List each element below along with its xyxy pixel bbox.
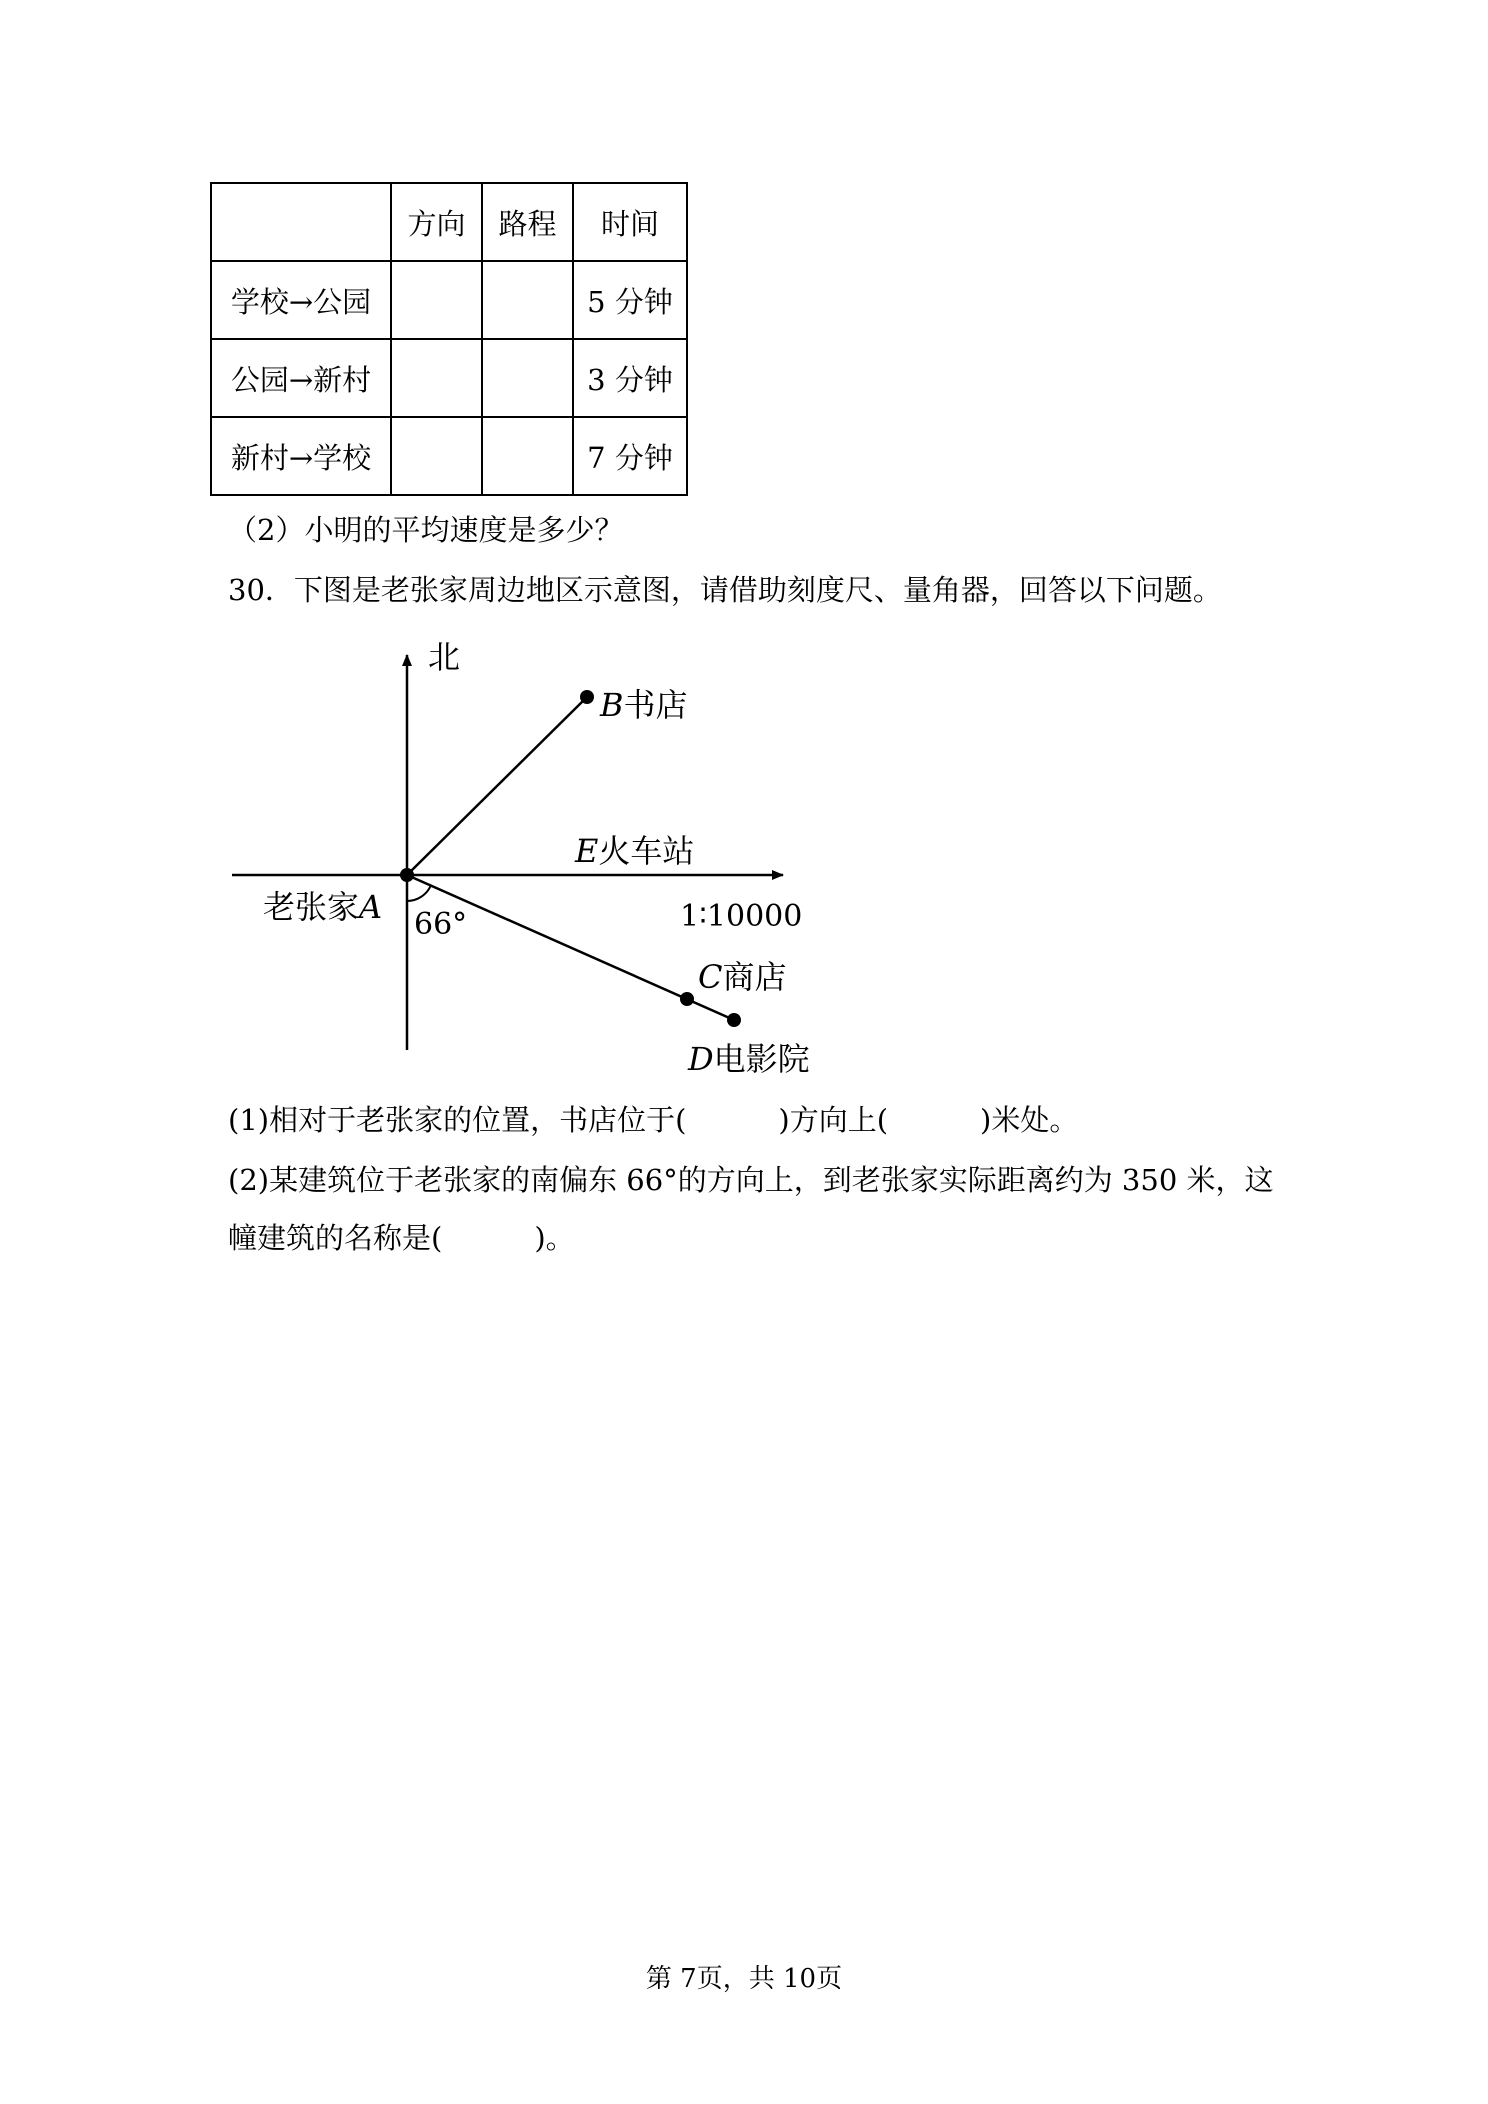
point-e-label	[574, 832, 694, 870]
part-1-segment-c: )米处。	[980, 1103, 1079, 1137]
route-cell: 公园→新村	[211, 339, 391, 417]
line-a-to-b	[407, 697, 587, 875]
part-2-line-2	[228, 1218, 575, 1258]
point-e-name: 火车站	[598, 832, 695, 870]
part-2-line-1: (2)某建筑位于老张家的南偏东 66°的方向上，到老张家实际距离约为 350 米，这	[228, 1163, 1274, 1197]
angle-label: 66°	[414, 907, 468, 942]
point-d-letter: D	[688, 1040, 714, 1078]
north-label: 北	[428, 638, 461, 676]
point-c-letter: C	[698, 958, 723, 996]
part-1-segment-a: (1)相对于老张家的位置，书店位于(	[228, 1103, 687, 1137]
point-d-dot	[727, 1013, 741, 1027]
point-c-label	[698, 958, 787, 996]
point-a-letter: A	[359, 888, 383, 926]
point-e-letter: E	[575, 832, 599, 870]
scale-label: 1∶10000	[680, 899, 803, 934]
point-c-name: 商店	[722, 958, 787, 996]
table-header-cell: 路程	[482, 183, 573, 261]
time-cell: 5 分钟	[573, 261, 687, 339]
point-a-dot	[400, 868, 414, 882]
part-2-segment-a: 幢建筑的名称是(	[228, 1221, 443, 1255]
part-1-text	[228, 1100, 1078, 1140]
route-cell: 学校→公园	[211, 261, 391, 339]
time-cell: 3 分钟	[573, 339, 687, 417]
page-footer: 第 7页，共 10页	[645, 1964, 843, 1994]
point-d-label	[687, 1040, 810, 1078]
table-header-cell: 方向	[391, 183, 482, 261]
point-b-name: 书店	[623, 686, 688, 724]
point-a-name: 老张家	[263, 888, 360, 926]
point-b-dot	[580, 690, 594, 704]
question-30: 30．下图是老张家周边地区示意图，请借助刻度尺、量角器，回答以下问题。	[228, 573, 1222, 607]
point-b-letter: B	[600, 686, 624, 724]
angle-arc	[407, 885, 431, 901]
point-d-name: 电影院	[713, 1040, 810, 1078]
point-c-dot	[680, 992, 694, 1006]
point-b-label	[599, 686, 688, 724]
sub-question-2: （2）小明的平均速度是多少？	[228, 513, 624, 547]
part-2-segment-b: )。	[534, 1221, 575, 1255]
table-header-cell: 时间	[573, 183, 687, 261]
point-a-label	[263, 888, 382, 926]
route-cell: 新村→学校	[211, 417, 391, 495]
part-1-segment-b: )方向上(	[778, 1103, 889, 1137]
time-cell: 7 分钟	[573, 417, 687, 495]
